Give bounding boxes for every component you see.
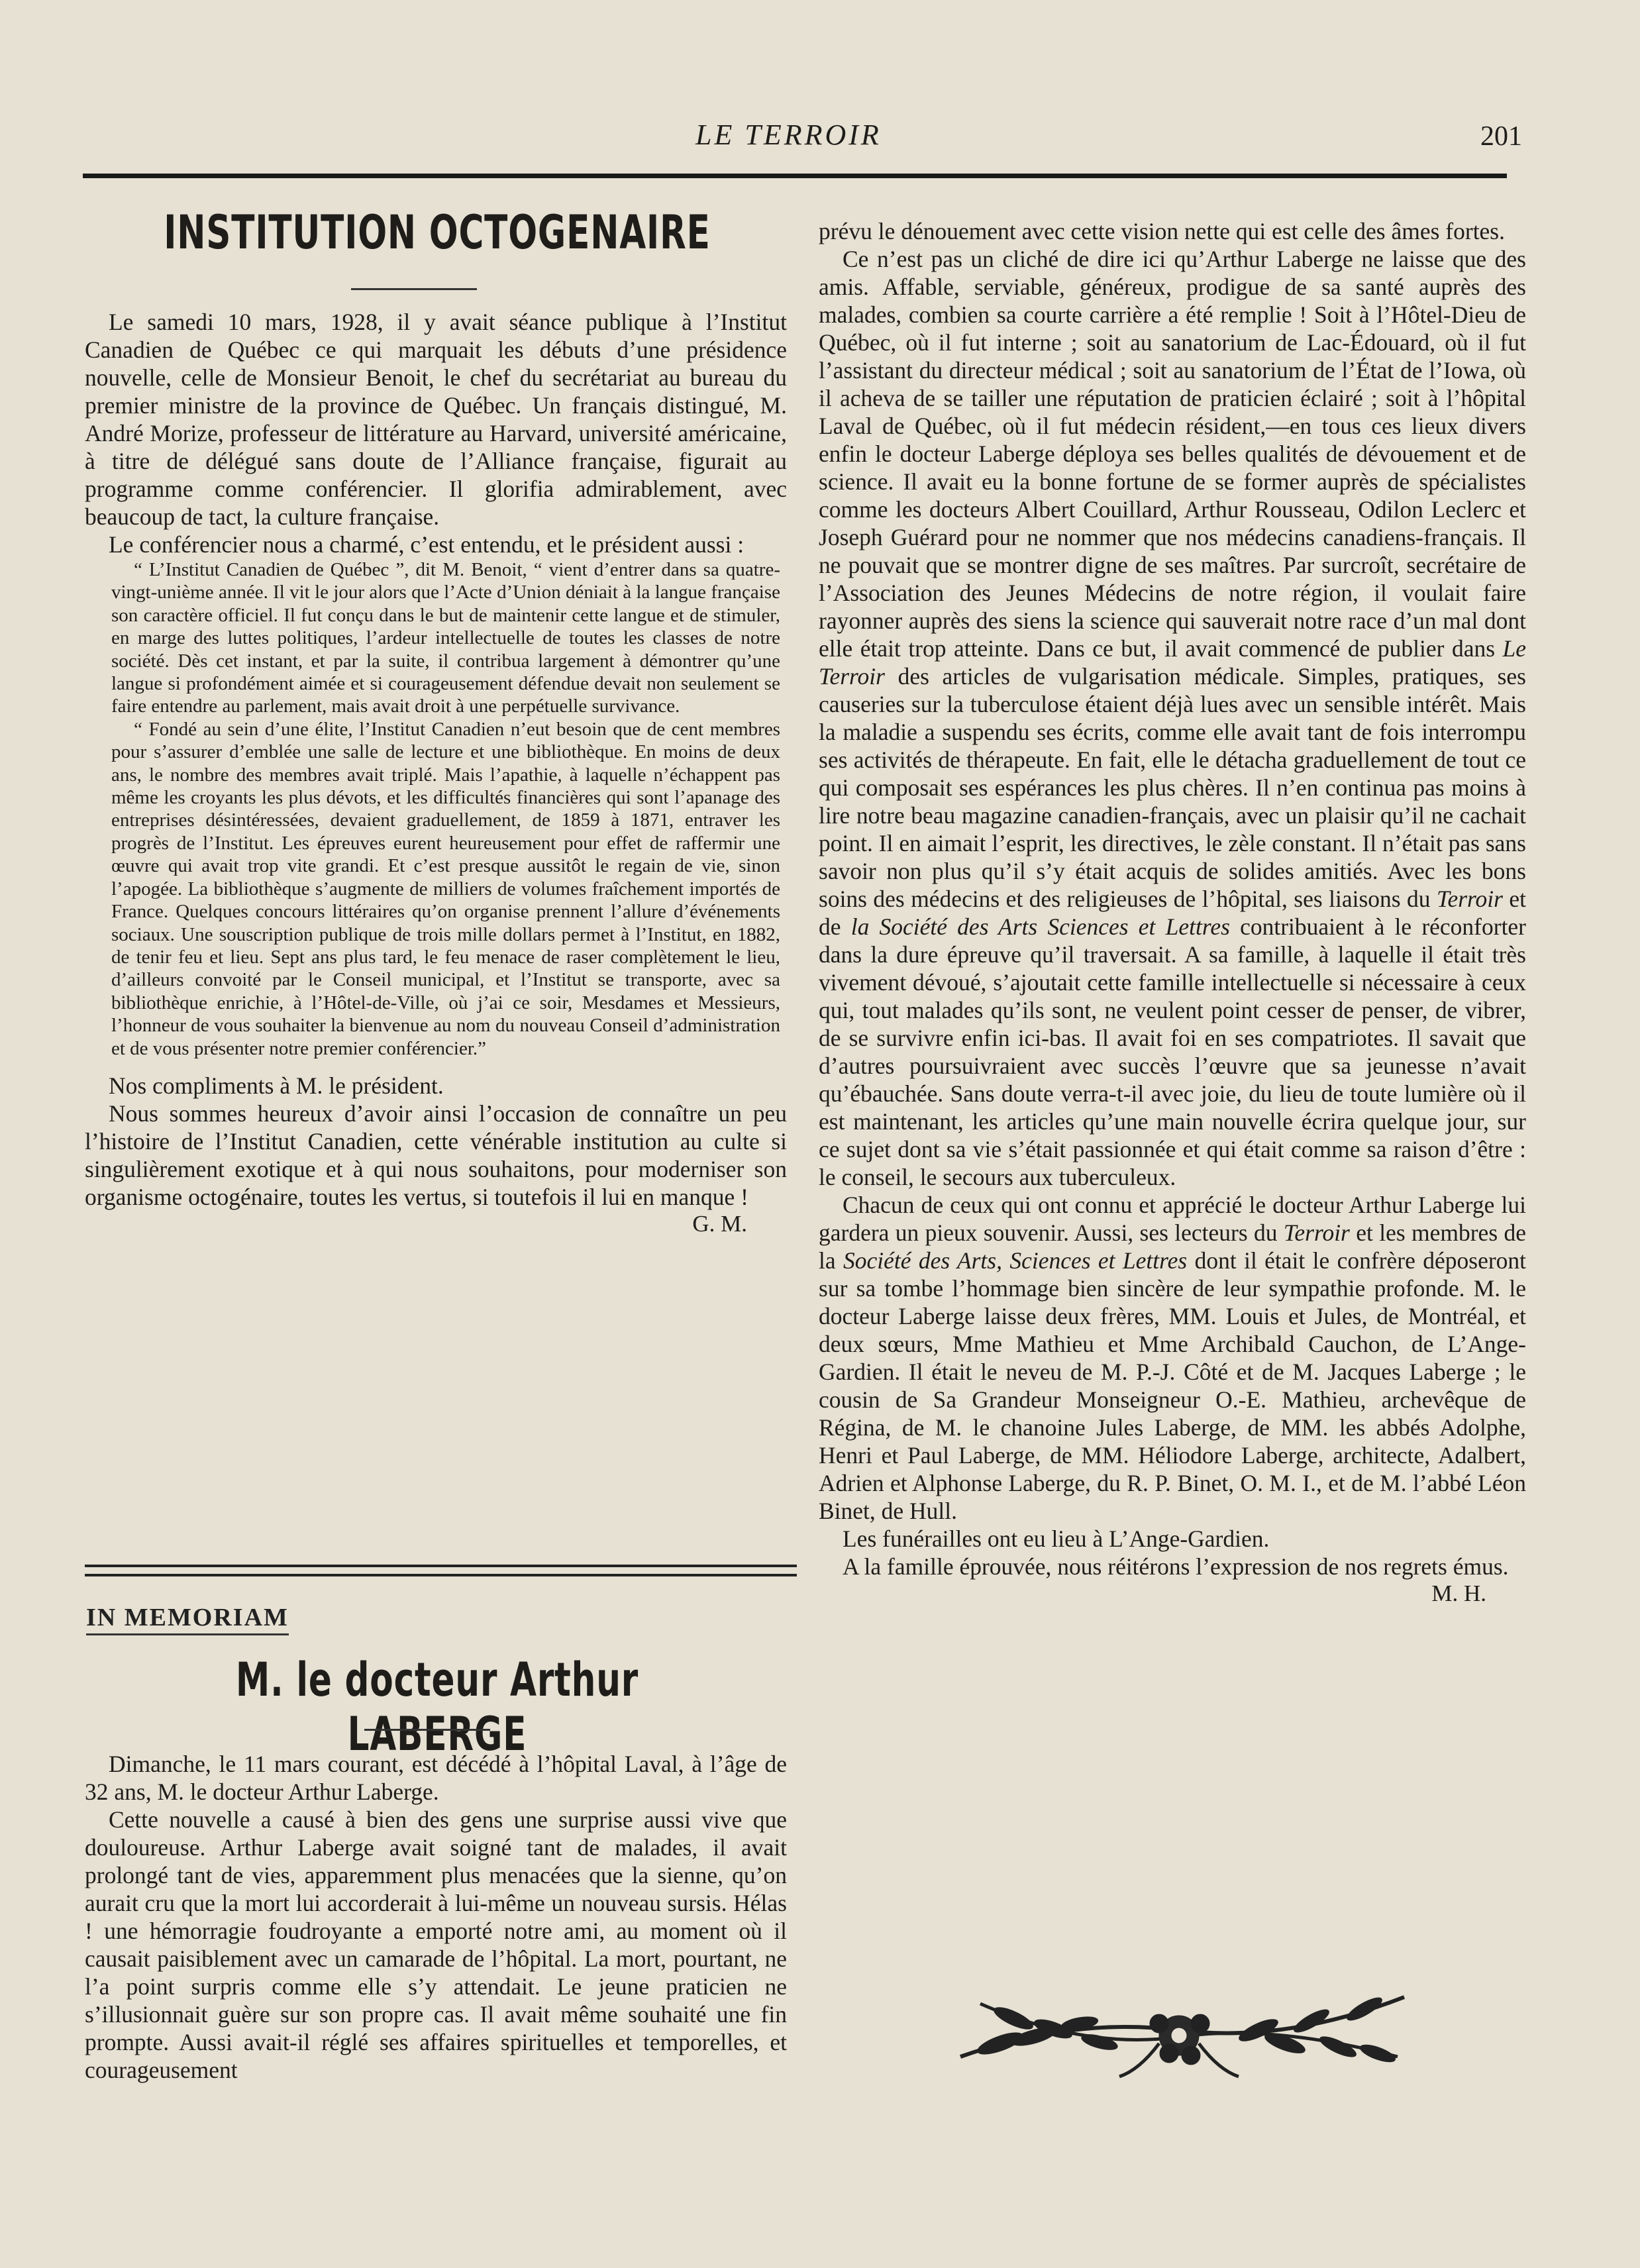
quote-paragraph: “ Fondé au sein d’une élite, l’Institut Canadien n’eut besoin que de cent membres pour s’assurer d’emblée une salle de lecture et une bibliothèque. En moins de deux ans, le nombre des membres avait triplé. Mais l’apathie, à laquelle n’échappent pas même les croyants les plus dévots, et les difficultés financières qui sont l’apanage des entreprises désintéressées, devaient graduellement, de 1859 à 1871, entraver les progrès de l’Institut. Les épreuves eurent heureusement pour effet de raffermir une œuvre qui avait trop vite grandi. Et c’est presque aussitôt le regain de vie, sinon l’apogée. La bibliothèque s’augmente de milliers de volumes fraîchement importés de France. Quelques concours littéraires qu’on organise prennent l’allure d’événements sociaux. Une souscription publique de trois mille dollars permet à l’Institut, en 1882, de tenir feu et lieu. Sept ans plus tard, le feu menace de raser complètement le lieu, d’ailleurs convoité par le Conseil municipal, et l’Institut se transporte, avec sa bibliothèque enrichie, à l’Hôtel-de-Ville, où j’ai ce soir, Mesdames et Messieurs, l’honneur de vous souhaiter la bienvenue au nom du nouveau Conseil d’administration et de vous présenter notre premier conférencier.” bbox=[111, 718, 780, 1059]
article1-paragraph: Nous sommes heureux d’avoir ainsi l’occasion de connaître un peu l’histoire de l’Institut Canadien, cette vénérable institution au culte si singulièrement exotique et à qui nous souhaitons, pour moderniser son organisme octogénaire, toutes les vertus, si toutefois il lui en manque ! bbox=[85, 1100, 787, 1210]
article1-paragraph: Le samedi 10 mars, 1928, il y avait séance publique à l’Institut Canadien de Québec ce qui marquait les débuts d’une présidence nouvelle, celle de Monsieur Benoit, le chef du secrétariat au bureau du premier ministre de la province de Québec. Un français distingué, M. André Morize, professeur de littérature au Harvard, université américaine, à titre de délégué sans doute de l’Alliance française, figurait au programme comme conférencier. Il glorifia admirablement, avec beaucoup de tact, la culture française. bbox=[85, 309, 787, 530]
article1-body bbox=[85, 308, 787, 1237]
floral-ornament-icon bbox=[941, 1977, 1417, 2083]
article2-paragraph: Chacun de ceux qui ont connu et apprécié le docteur Arthur Laberge lui gardera un pieux souvenir. Aussi, ses lecteurs du Terroir et les membres de la Société des Arts, Sciences et Lettres dont il était le confrère déposeront sur sa tombe l’hommage bien sincère de leur sympathie profonde. M. le docteur Laberge laisse deux frères, MM. Louis et Jules, de Montréal, et deux sœurs, Mme Mathieu et Mme Archibald Cauchon, de L’Ange-Gardien. Il était le neveu de M. P.-J. Côté et de M. Jacques Laberge ; le cousin de Sa Grandeur Monseigneur O.-E. Mathieu, archevêque de Régina, de M. le chanoine Jules Laberge, de MM. les abbés Adolphe, Henri et Paul Laberge, de MM. Héliodore Laberge, architecte, Adalbert, Adrien et Alphonse Laberge, du R. P. Binet, O. M. I., et de M. l’abbé Léon Binet, de Hull. bbox=[819, 1192, 1527, 1524]
article1-paragraph: Le conférencier nous a charmé, c’est entendu, et le président aussi : bbox=[109, 531, 744, 558]
article2-title-rule bbox=[364, 1729, 490, 1731]
floral-ornament bbox=[941, 1977, 1417, 2083]
article2-paragraph: Dimanche, le 11 mars courant, est décédé à l’hôpital Laval, à l’âge de 32 ans, M. le docteur Arthur Laberge. bbox=[85, 1751, 787, 1805]
article2-paragraph: Cette nouvelle a causé à bien des gens une surprise aussi vive que douloureuse. Arthur Laberge avait soigné tant de malades, il avait prolongé tant de vies, apparemment plus menacées que la sienne, qu’on aurait cru que la mort lui accorderait à lui-même un nouveau sursis. Hélas ! une hémorragie foudroyante a emporté notre ami, au moment où il causait paisiblement avec un camarade de l’hôpital. La mort, pourtant, ne l’a point surpris comme elle s’y attendait. Le jeune praticien ne s’illusionnait guère sur son propre cas. Il avait même souhaité une fin prompte. Aussi avait-il réglé ses affaires spirituelles et temporelles, et courageusement bbox=[85, 1806, 787, 2083]
article1-title-rule bbox=[351, 288, 477, 290]
running-title: LE TERROIR bbox=[695, 119, 882, 151]
article2-title: M. le docteur Arthur LABERGE bbox=[235, 1653, 639, 1761]
quote-paragraph: “ L’Institut Canadien de Québec ”, dit M. Benoit, “ vient d’entrer dans sa quatre-vingt-unième année. Il vit le jour alors que l’Acte d’Union déniait à la langue française son caractère officiel. Il fut conçu dans le but de maintenir cette langue et de stimuler, en marge des luttes politiques, l’ardeur intellectuelle de toutes les classes de notre société. Dès cet instant, et par la suite, il contribua largement à démontrer qu’une langue si profondément aimée et si courageusement défendue devait non seulement se faire entendre au parlement, mais avait droit à une perpétuelle survivance. bbox=[111, 559, 780, 717]
in-memoriam-kicker: IN MEMORIAM bbox=[86, 1603, 289, 1635]
article2-body-right bbox=[819, 217, 1526, 1607]
article1-paragraph: Nos compliments à M. le président. bbox=[109, 1072, 444, 1099]
article2-signature: M. H. bbox=[1431, 1580, 1486, 1606]
article1-signature-row bbox=[85, 1211, 787, 1237]
article1-signature: G. M. bbox=[692, 1210, 747, 1237]
article2-paragraph: A la famille éprouvée, nous réitérons l’expression de nos regrets émus. bbox=[843, 1553, 1509, 1580]
article1-quote bbox=[85, 558, 787, 1060]
section-divider bbox=[85, 1565, 797, 1576]
page-number: 201 bbox=[1480, 121, 1522, 152]
article2-paragraph: Les funérailles ont eu lieu à L’Ange-Gardien. bbox=[843, 1525, 1270, 1552]
header-rule bbox=[83, 174, 1507, 178]
article1-title: INSTITUTION OCTOGENAIRE bbox=[164, 205, 711, 260]
article2-signature-row bbox=[819, 1580, 1526, 1607]
article2-paragraph: prévu le dénouement avec cette vision nette qui est celle des âmes fortes. bbox=[819, 218, 1506, 244]
article2-paragraph: Ce n’est pas un cliché de dire ici qu’Arthur Laberge ne laisse que des amis. Affable, serviable, généreux, prodigue de sa santé auprès des malades, combien sa courte carrière a été remplie ! Soit à l’Hôtel-Dieu de Québec, où il fut interne ; soit au sanatorium de Lac-Édouard, où il fut l’assistant du directeur médical ; soit au sanatorium de l’État de l’Iowa, où il acheva de se tailler une réputation de praticien éclairé ; soit à l’hôpital Laval de Québec, où il fut médecin résident,—en tous ces lieux divers enfin le docteur Laberge déploya ses belles qualités de dévouement et de science. Il avait eu la bonne fortune de se former auprès de spécialistes comme les docteurs Albert Couillard, Arthur Rousseau, Odilon Leclerc et Joseph Guérard pour ne nommer que nos médecins canadiens-français. Il ne pouvait que se montrer digne de ses maîtres. Par surcroît, secrétaire de l’Association des Jeunes Médecins de notre région, il voulait faire rayonner auprès des siens la science qui sauverait notre race d’un mal dont elle était trop atteinte. Dans ce but, il avait commencé de publier dans Le Terroir des articles de vulgarisation médicale. Simples, pratiques, ses causeries sur la tuberculose étaient déjà lues avec un sensible intérêt. Mais la maladie a suspendu ses écrits, comme elle avait tant de fois interrompu ses activités de thérapeute. En fait, elle le détacha graduellement de tout ce qui composait ses espérances les plus chères. Il n’en continua pas moins à lire notre beau magazine canadien-français, avec un plaisir qu’il ne cachait point. Il en aimait l’esprit, les directives, le zèle constant. Il n’était pas sans savoir non plus qu’il s’y était acquis de solides amitiés. Avec les bons soins des médecins et des religieuses de l’hôpital, ses liaisons du Terroir et de la Société des Arts Sciences et Lettres contribuaient à le réconforter dans la dure épreuve qu’il traversait. A sa famille, à laquelle il était très vivement dévoué, s’ajoutait cette famille intellectuelle si nécessaire à ceux qui, tout malades qu’ils sont, ne veulent point cesser de penser, de vibrer, de se survivre enfin ici-bas. Il avait foi en ses compatriotes. Il savait que d’autres poursuivraient avec succès l’œuvre que sa jeunesse n’avait qu’ébauchée. Sans doute verra-t-il avec joie, du lieu de toute lumière où il est maintenant, les articles qu’une main nouvelle écrira quelque jour, sur ce sujet dont sa vie s’était passionnée et qui était comme sa raison d’être : le conseil, le secours aux tuberculeux. bbox=[819, 246, 1527, 1190]
article2-body-left bbox=[85, 1750, 787, 2084]
